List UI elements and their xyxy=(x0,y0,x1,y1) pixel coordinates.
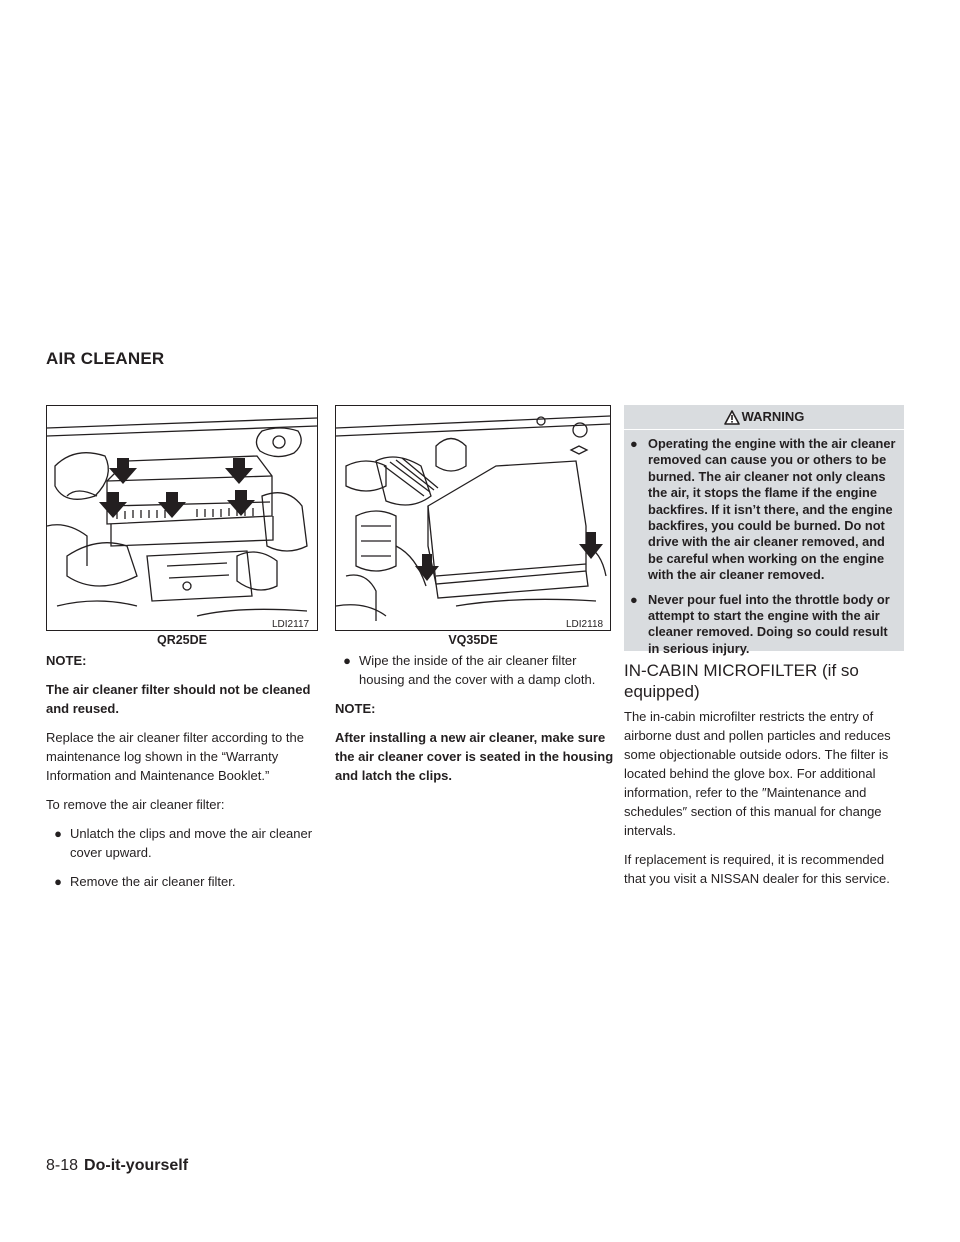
figure-code-qr25de: LDI2117 xyxy=(272,619,310,630)
figure-vq35de xyxy=(335,405,611,631)
note-text: The air cleaner filter should not be cleaned and reused. xyxy=(46,682,311,716)
page-number: 8-18 xyxy=(46,1157,79,1174)
section-title: AIR CLEANER xyxy=(46,349,165,368)
microfilter-body xyxy=(624,707,904,898)
bullet-icon: ● xyxy=(630,436,638,451)
warning-header xyxy=(624,405,904,430)
list-item-text: Wipe the inside of the air cleaner filter housing and the cover with a damp cloth. xyxy=(359,653,596,687)
list-item xyxy=(630,436,898,584)
chapter-name: Do-it-yourself xyxy=(84,1157,189,1174)
figure-caption-vq35de: VQ35DE xyxy=(448,633,498,647)
replace-paragraph: Replace the air cleaner filter according to the maintenance log shown in the “Warranty Information and Maintenance Booklet.” xyxy=(46,730,304,783)
note-label: NOTE: xyxy=(46,653,87,668)
microfilter-paragraph-1: The in-cabin microfilter restricts the entry of airborne dust and pollen particles and reduces some objectionable outside odors. The filter is located behind the glove box. For additional information, refer to the ″Maintenance and schedules″ section of this manual for change intervals. xyxy=(624,709,891,838)
note-text: After installing a new air cleaner, make sure the air cleaner cover is seated in the housing and latch the clips. xyxy=(335,730,614,783)
engine-illustration-vq35de xyxy=(336,406,610,630)
remove-intro: To remove the air cleaner filter: xyxy=(46,797,225,812)
list-item xyxy=(46,824,326,862)
bullet-icon: ● xyxy=(54,874,62,889)
note-label: NOTE: xyxy=(335,701,376,716)
figure-code-vq35de: LDI2118 xyxy=(566,619,604,630)
engine-illustration-qr25de xyxy=(47,406,317,630)
list-item xyxy=(630,592,898,658)
warning-item-text: Operating the engine with the air cleaner removed can cause you or others to be burned. The air cleaner not only cleans the air, it stops the flame if the engine backfires. If it isn’t there, and the engine backfires, you could be burned. Do not drive with the air cleaner removed, and be careful when working on the engine with the air cleaner removed. xyxy=(648,436,896,583)
warning-triangle-icon xyxy=(724,410,740,425)
bullet-icon: ● xyxy=(630,591,638,607)
column-2 xyxy=(335,651,615,795)
figure-qr25de xyxy=(46,405,318,631)
list-item-text: Unlatch the clips and move the air cleaner cover upward. xyxy=(70,826,313,860)
list-item xyxy=(335,651,615,689)
bullet-icon: ● xyxy=(343,653,351,668)
column-1 xyxy=(46,651,326,901)
warning-title: WARNING xyxy=(741,408,805,424)
figure-caption-qr25de: QR25DE xyxy=(156,633,208,647)
bullet-icon: ● xyxy=(54,826,62,841)
list-item-text: Remove the air cleaner filter. xyxy=(70,874,236,889)
warning-item-text: Never pour fuel into the throttle body or attempt to start the engine with the air cleaner removed. Doing so could result in serious injury. xyxy=(648,591,890,656)
microfilter-heading: IN-CABIN MICROFILTER (if so equipped) xyxy=(624,661,859,701)
page-footer xyxy=(46,1157,188,1175)
microfilter-paragraph-2: If replacement is required, it is recommended that you visit a NISSAN dealer for this service. xyxy=(624,852,890,886)
list-item xyxy=(46,872,326,891)
warning-box xyxy=(624,405,904,656)
